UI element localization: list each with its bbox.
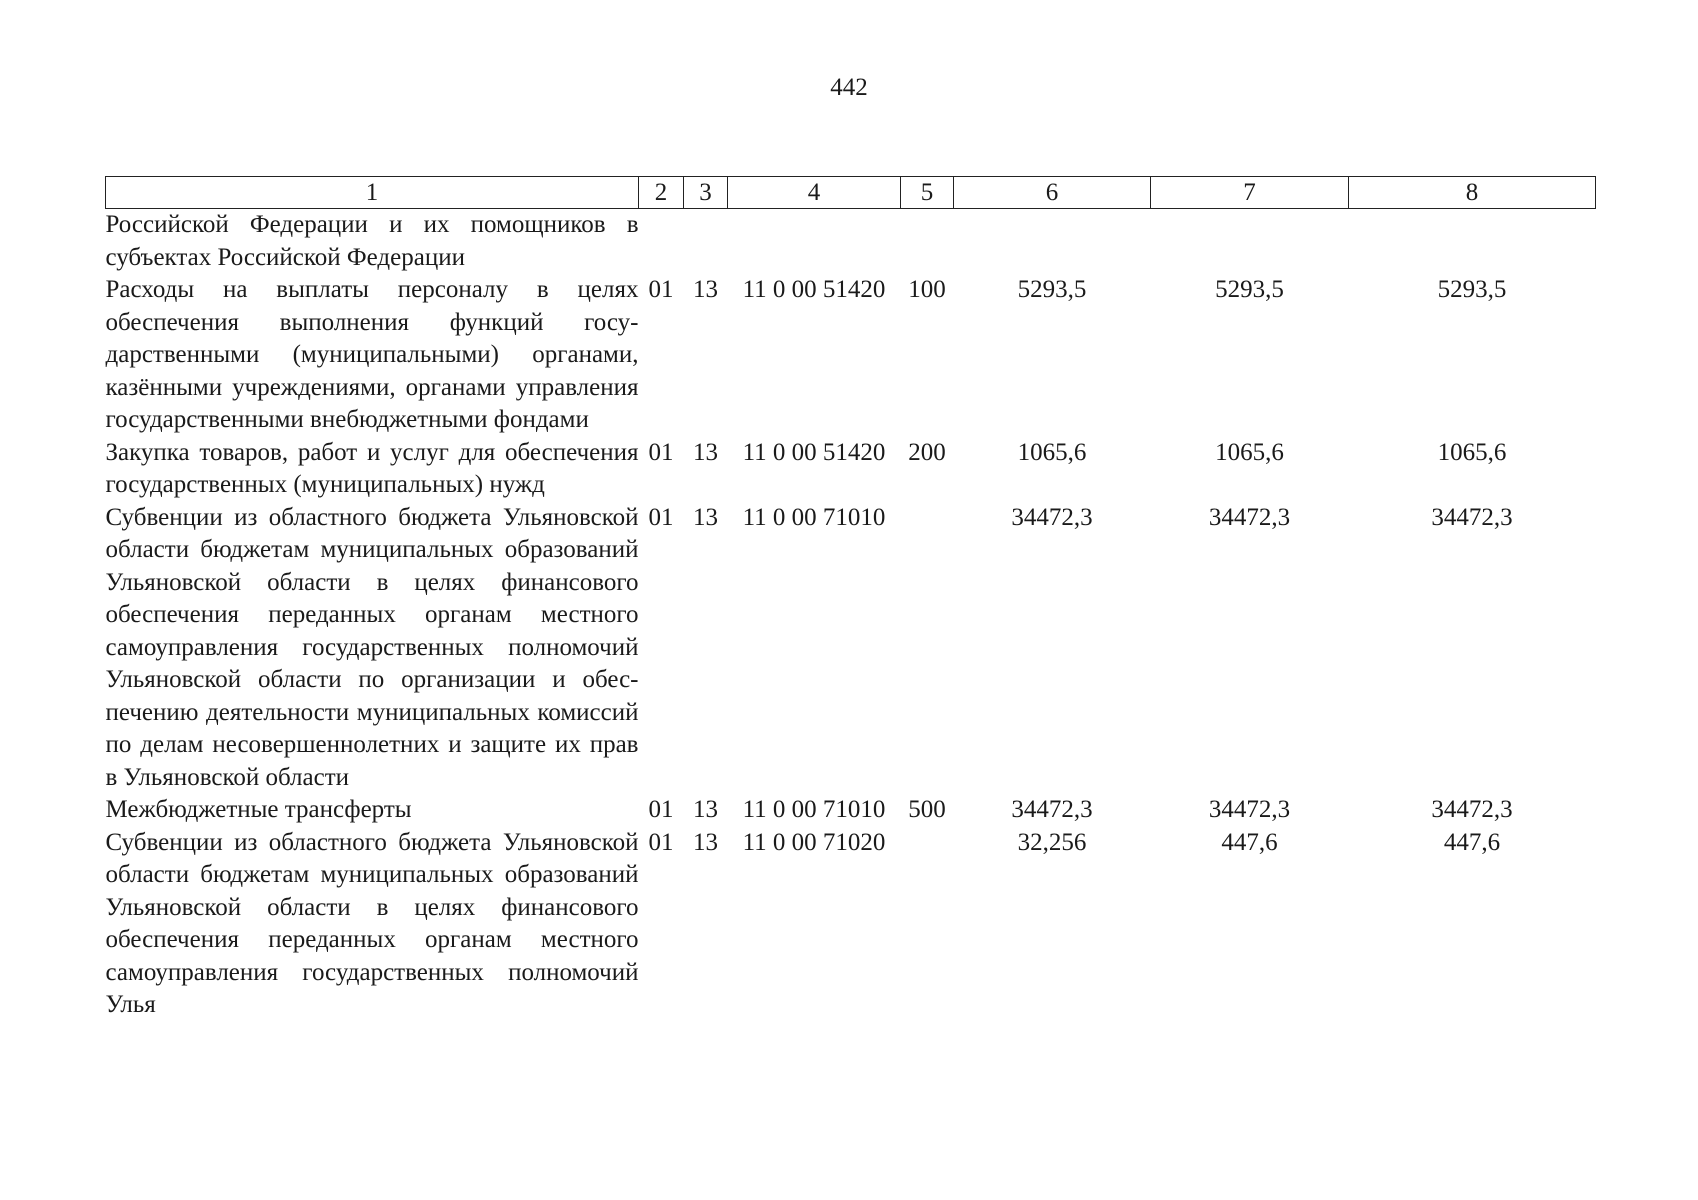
- cell-expense-type: 200: [908, 438, 946, 466]
- cell-target-article: 11 0 00 71010: [742, 796, 886, 823]
- cell-subsection: 13: [693, 796, 718, 823]
- cell-expense-type: 500: [908, 796, 946, 823]
- cell-amount-col8: 34472,3: [1431, 503, 1513, 531]
- cell-expense-type: [901, 827, 954, 1022]
- cell-amount-col8: 1065,6: [1437, 438, 1507, 466]
- row-description: Субвенции из областного бюджета Ульяновской области бюджетам муниципальных образований Ульяновской области в целях финансового обеспечения переданных органам местного самоуправления государственных полномочий Ульяновской области по организации и обеспечению деятельности муниципальных комиссий по делам несовершеннолетних и защите их прав в Ульяновской области: [105, 503, 639, 791]
- cell-target-article: 11 0 00 51420: [742, 438, 886, 466]
- cell-target-article: [728, 209, 901, 275]
- cell-subsection: 13: [693, 828, 718, 856]
- cell-amount-col7: 447,6: [1221, 828, 1278, 856]
- cell-amount-col6: 5293,5: [1017, 276, 1087, 303]
- row-description: Межбюджетные трансферты: [105, 796, 412, 823]
- header-col-5: 5: [901, 177, 954, 209]
- table-row: [106, 437, 1596, 502]
- cell-amount-col6: 32,256: [1017, 828, 1087, 856]
- cell-subsection: 13: [693, 503, 718, 531]
- row-description: Российской Федерации и их помощников в субъектах Российской Федерации: [105, 211, 639, 271]
- cell-section: 01: [648, 796, 674, 823]
- header-col-1: 1: [106, 177, 639, 209]
- cell-section: 01: [648, 438, 674, 466]
- cell-subsection: 13: [693, 276, 718, 303]
- header-col-6: 6: [954, 177, 1151, 209]
- table-row: [106, 209, 1596, 275]
- cell-amount-col8: 5293,5: [1437, 276, 1507, 303]
- cell-expense-type: [901, 502, 954, 795]
- cell-expense-type: 100: [908, 276, 946, 303]
- cell-subsection: [684, 209, 728, 275]
- table-body: [106, 209, 1596, 1022]
- table-header: [106, 177, 1596, 209]
- cell-amount-col6: 1065,6: [1017, 438, 1087, 466]
- cell-target-article: 11 0 00 71010: [742, 503, 886, 531]
- cell-subsection: 13: [693, 438, 718, 466]
- budget-table: [105, 176, 1596, 1022]
- header-row: [106, 177, 1596, 209]
- cell-section: 01: [648, 503, 674, 531]
- cell-target-article: 11 0 00 51420: [742, 276, 886, 303]
- table-row: [106, 274, 1596, 437]
- header-col-8: 8: [1349, 177, 1596, 209]
- cell-expense-type: [901, 209, 954, 275]
- header-col-7: 7: [1151, 177, 1349, 209]
- cell-amount-col8: [1349, 209, 1596, 275]
- table-row: [106, 827, 1596, 1022]
- cell-amount-col7: [1151, 209, 1349, 275]
- cell-section: [639, 209, 684, 275]
- cell-amount-col6: 34472,3: [1011, 796, 1093, 823]
- cell-amount-col7: 34472,3: [1208, 796, 1291, 823]
- cell-amount-col7: 34472,3: [1208, 503, 1291, 531]
- cell-amount-col6: 34472,3: [1011, 503, 1093, 531]
- cell-amount-col7: 5293,5: [1215, 276, 1284, 303]
- row-description: Субвенции из областного бюджета Ульяновской области бюджетам муниципальных образований Ульяновской области в целях финансового обеспечения переданных органам местного самоуправления государственных полномочий Улья: [105, 828, 639, 1018]
- row-description: Расходы на выплаты персоналу в целях обеспечения выполнения функций государственными (муниципальными) органами, казёнными учреждениями, органами управления государственными внебюджетными фондами: [105, 276, 639, 433]
- table-row: [106, 794, 1596, 827]
- page-number: 442: [830, 74, 868, 101]
- cell-amount-col7: 1065,6: [1215, 438, 1284, 466]
- cell-amount-col8: 34472,3: [1431, 796, 1513, 823]
- cell-amount-col8: 447,6: [1443, 828, 1501, 856]
- cell-target-article: 11 0 00 71020: [742, 828, 886, 856]
- header-col-4: 4: [728, 177, 901, 209]
- table-row: [106, 502, 1596, 795]
- cell-section: 01: [648, 276, 674, 303]
- cell-amount-col6: [954, 209, 1151, 275]
- header-col-2: 2: [639, 177, 684, 209]
- header-col-3: 3: [684, 177, 728, 209]
- cell-section: 01: [648, 828, 674, 856]
- row-description: Закупка товаров, работ и услуг для обеспечения государственных (муниципальных) нужд: [105, 438, 639, 498]
